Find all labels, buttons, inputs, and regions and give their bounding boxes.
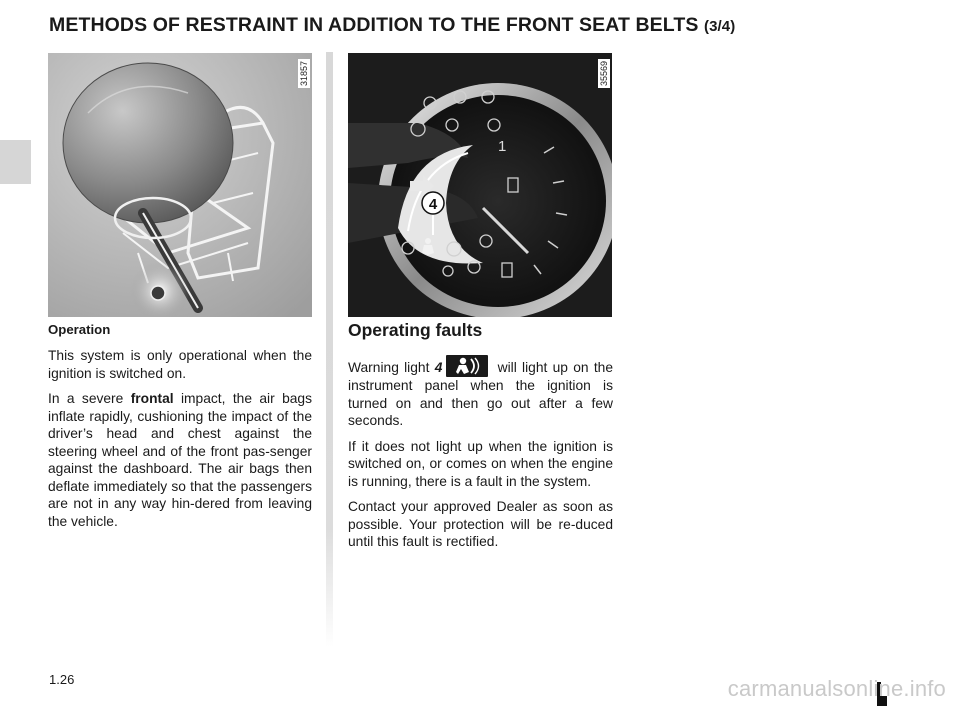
operation-heading: Operation bbox=[48, 322, 111, 337]
frontal-emphasis: frontal bbox=[130, 391, 174, 406]
faults-para-1 bbox=[348, 355, 613, 430]
page-number: 1.26 bbox=[49, 672, 75, 687]
warning-light-ref: 4 bbox=[434, 360, 443, 375]
right-column bbox=[348, 318, 613, 559]
watermark: carmanualsonline.info bbox=[727, 676, 946, 701]
operating-faults-heading: Operating faults bbox=[348, 320, 483, 340]
airbag-illustration bbox=[48, 53, 312, 317]
faults-para1-start: Warning light bbox=[348, 360, 435, 375]
chapter-tab bbox=[0, 140, 31, 184]
figure-ref-airbag: 31857 bbox=[299, 60, 309, 86]
left-column bbox=[48, 320, 312, 538]
page-title-text: METHODS OF RESTRAINT IN ADDITION TO THE FRONT SEAT BELTS bbox=[49, 14, 699, 36]
faults-para-3: Contact your approved Dealer as soon as possible. Your protection will be re-duced until this fault is rectified. bbox=[348, 499, 613, 549]
para2-text-start: In a severe bbox=[48, 391, 131, 406]
dashboard-illustration bbox=[348, 53, 612, 317]
airbag-warning-icon bbox=[446, 355, 488, 377]
gauge-number: 1 bbox=[498, 138, 507, 155]
page-title bbox=[49, 14, 735, 37]
figure-ref-dashboard: 35569 bbox=[599, 60, 609, 86]
para2-text-end: impact, the air bags inflate rapidly, cushioning the impact of the driver’s head and chest against the steering wheel and of the front pas-senger against the dashboard. The air bags then deflate immediately so that the passengers are not in any way hin-dered from leaving the vehicle. bbox=[48, 391, 313, 529]
callout-4: 4 bbox=[428, 196, 438, 213]
faults-para-2: If it does not light up when the ignition is switched on, or comes on when the engine is running, there is a fault in the system. bbox=[348, 438, 613, 489]
operation-para-2 bbox=[48, 390, 312, 530]
operation-para-1: This system is only operational when the ignition is switched on. bbox=[48, 348, 312, 381]
faults-para1-end: will light up on the instrument panel when the ignition is turned on and then go out after a few seconds. bbox=[348, 360, 613, 428]
column-divider bbox=[326, 52, 333, 647]
page-title-part: (3/4) bbox=[703, 18, 736, 35]
